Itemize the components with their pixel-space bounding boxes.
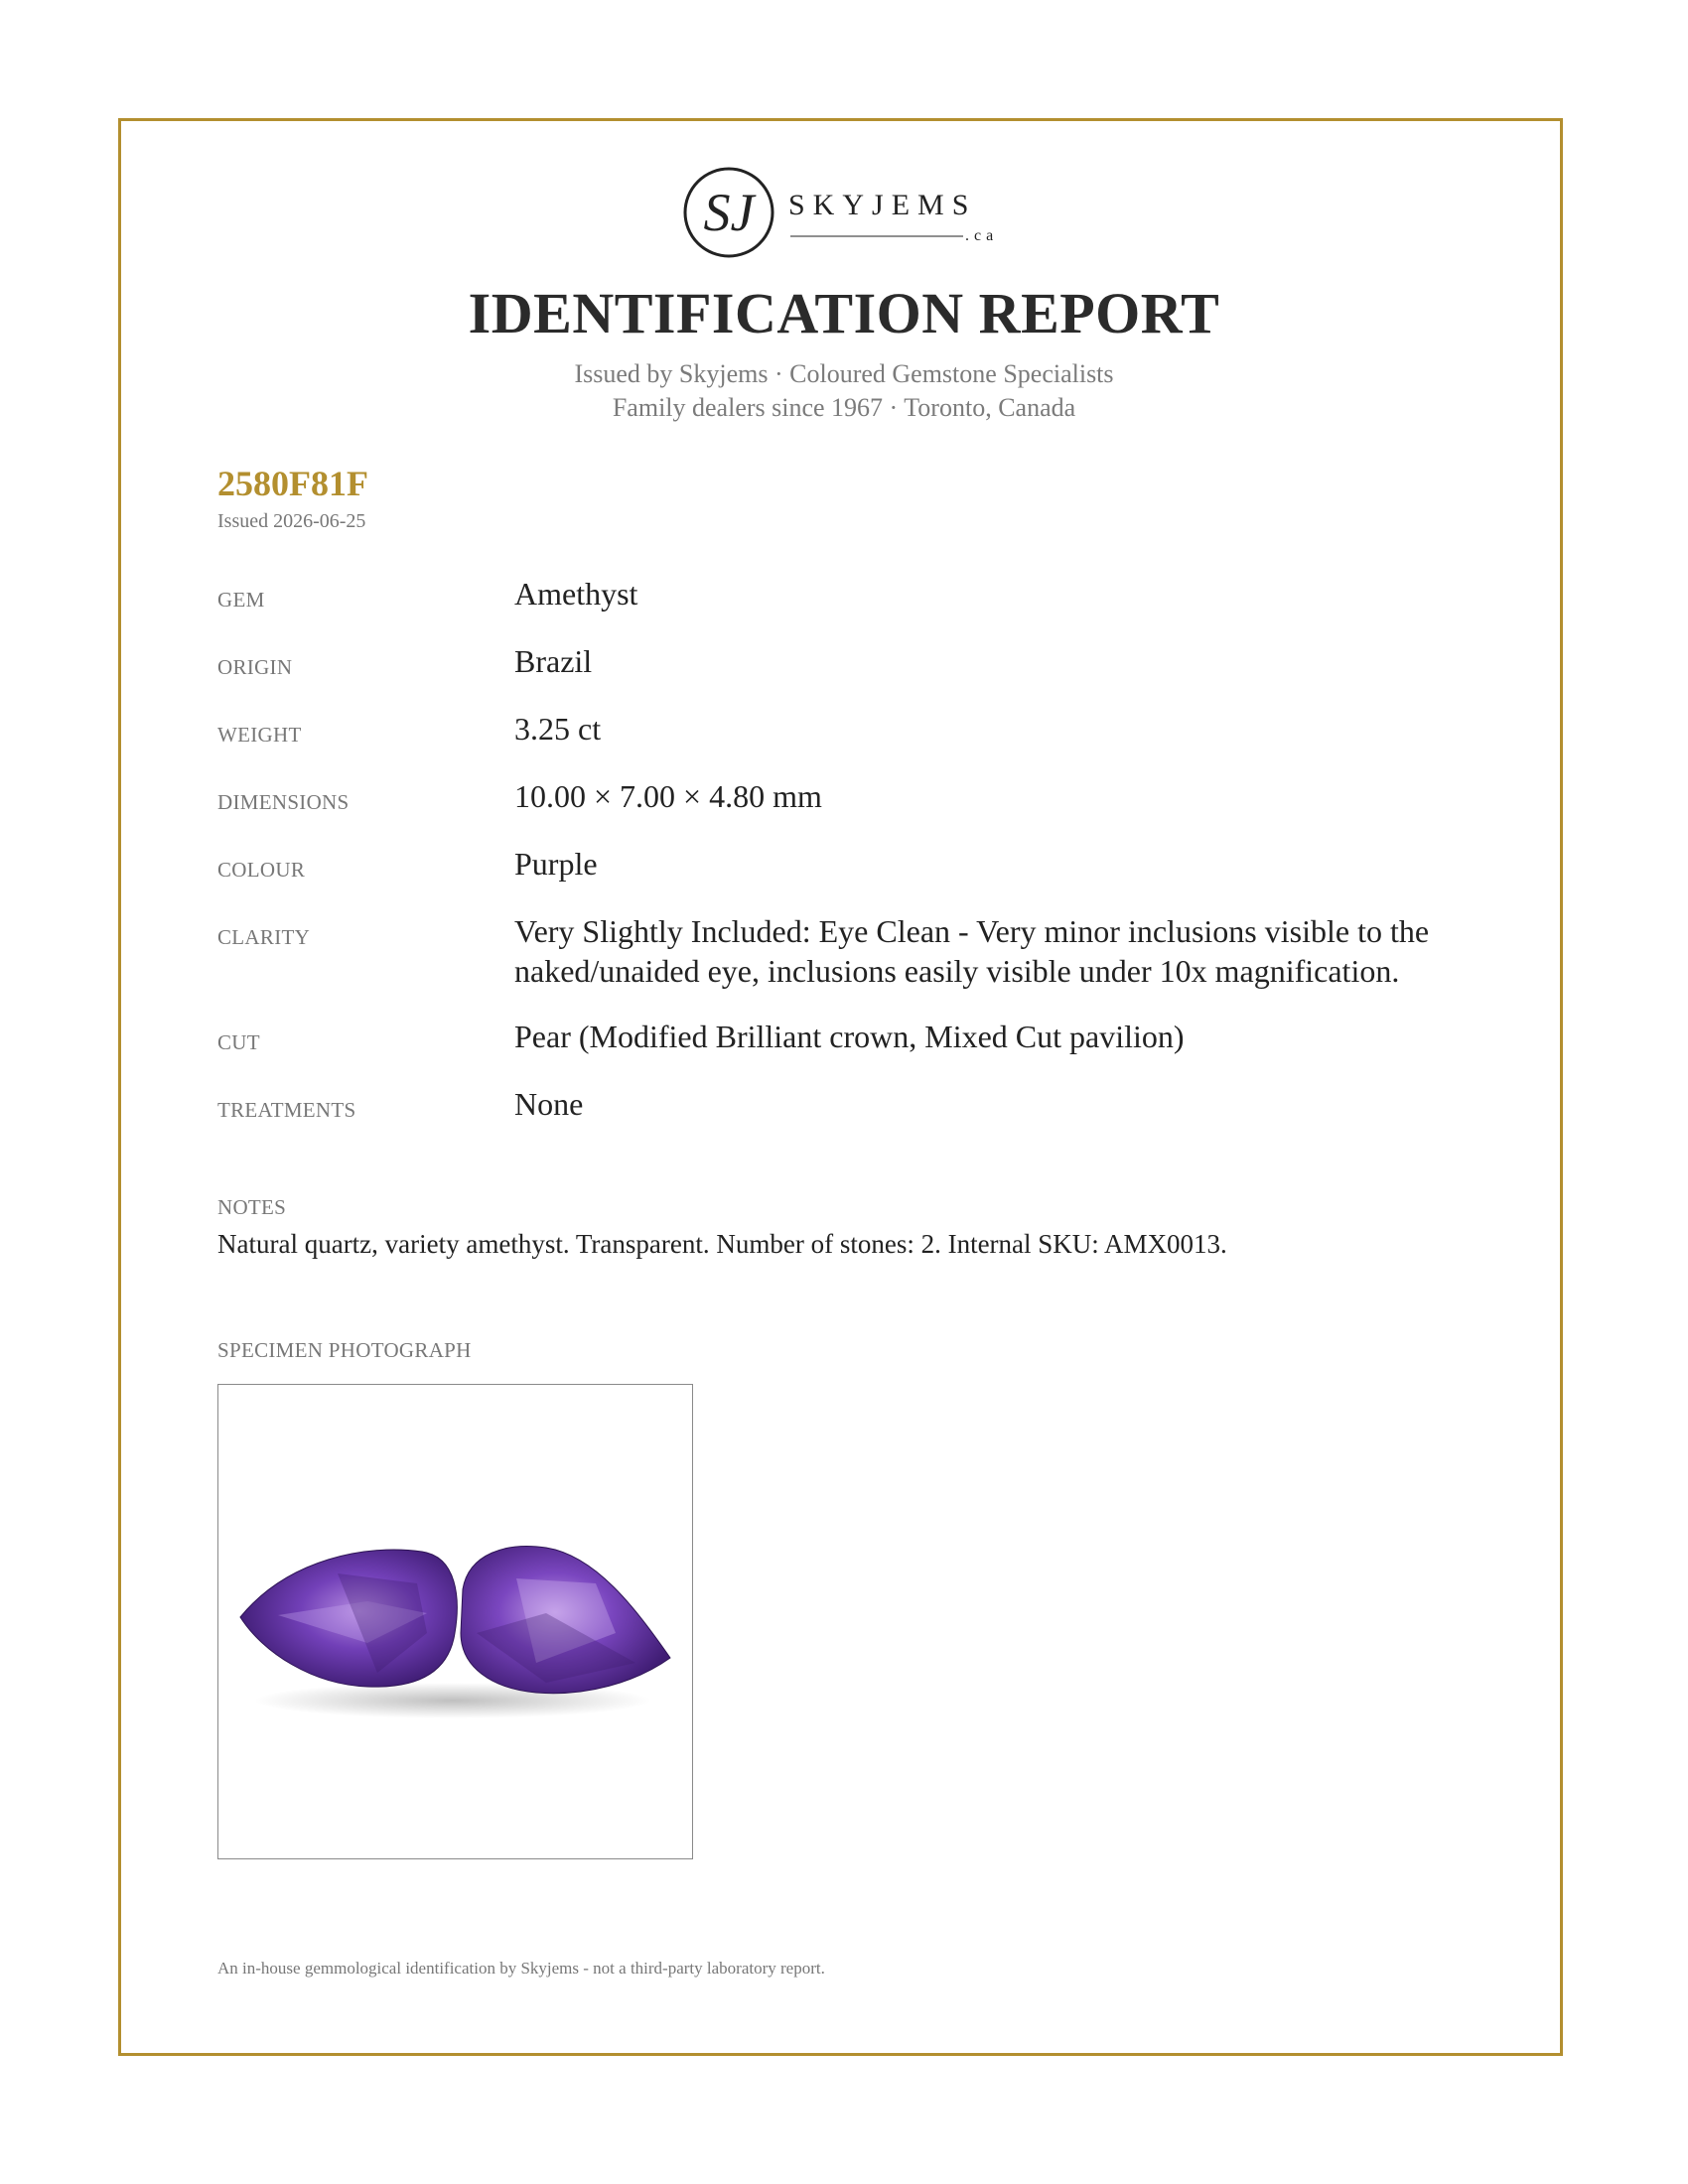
cut-value: Pear (Modified Brilliant crown, Mixed Cut pavilion) (514, 1019, 1185, 1054)
report-id: 2580F81F (217, 464, 368, 503)
subtitle-line-2: Family dealers since 1967 · Toronto, Canada (612, 393, 1076, 422)
treatments-value: None (514, 1086, 584, 1122)
cut-label: CUT (217, 1030, 260, 1054)
clarity-value-line-2: naked/unaided eye, inclusions easily visible under 10x magnification. (514, 953, 1400, 989)
colour-label: COLOUR (217, 858, 306, 882)
dimensions-label: DIMENSIONS (217, 790, 350, 814)
sj-monogram-icon (683, 163, 1011, 262)
brand-suffix: .ca (965, 227, 999, 244)
subtitle-line-1: Issued by Skyjems · Coloured Gemstone Specialists (574, 359, 1114, 388)
brand-name: SKYJEMS (788, 189, 977, 221)
page-title: IDENTIFICATION REPORT (468, 281, 1220, 345)
photo-label: SPECIMEN PHOTOGRAPH (217, 1338, 472, 1362)
origin-label: ORIGIN (217, 655, 293, 679)
weight-value: 3.25 ct (514, 711, 602, 747)
dimensions-value: 10.00 × 7.00 × 4.80 mm (514, 778, 822, 814)
gem-label: GEM (217, 588, 265, 612)
origin-value: Brazil (514, 643, 593, 679)
clarity-label: CLARITY (217, 925, 311, 949)
brand-logo (683, 163, 1011, 262)
specimen-photograph (217, 1384, 693, 1859)
colour-value: Purple (514, 846, 598, 882)
clarity-value-line-1: Very Slightly Included: Eye Clean - Very minor inclusions visible to the (514, 913, 1430, 949)
gem-value: Amethyst (514, 576, 638, 612)
weight-label: WEIGHT (217, 723, 302, 747)
footer-disclaimer: An in-house gemmological identification by Skyjems - not a third-party laboratory report. (217, 1959, 825, 1978)
notes-text: Natural quartz, variety amethyst. Transparent. Number of stones: 2. Internal SKU: AMX0013. (217, 1229, 1227, 1259)
svg-text:SJ: SJ (703, 183, 755, 242)
notes-label: NOTES (217, 1195, 287, 1219)
issued-date: Issued 2026-06-25 (217, 510, 366, 532)
treatments-label: TREATMENTS (217, 1098, 356, 1122)
